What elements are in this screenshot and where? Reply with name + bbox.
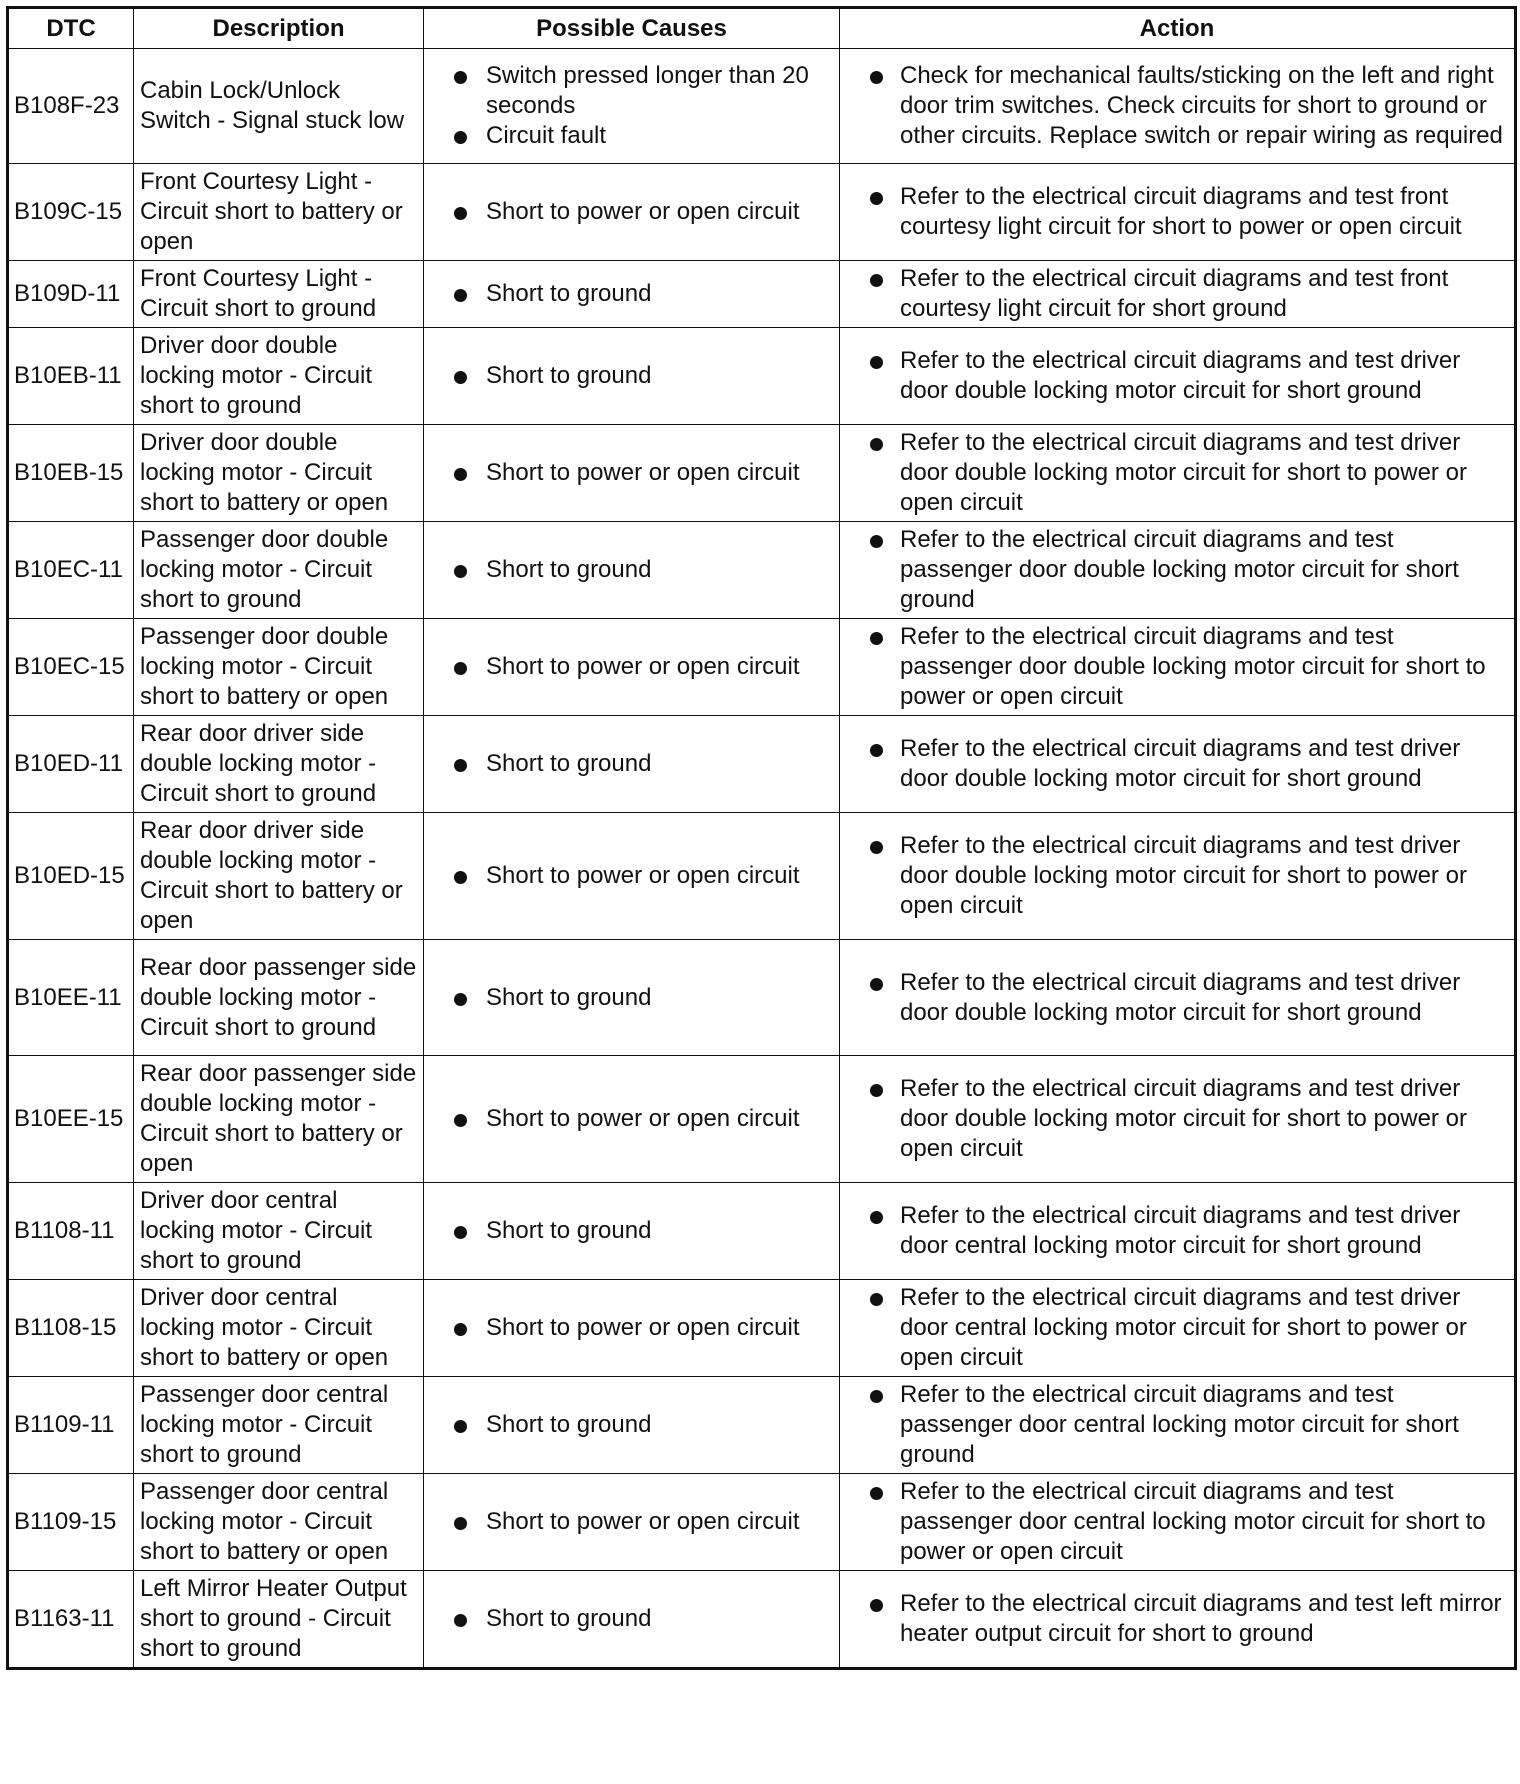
cause-list xyxy=(430,1410,833,1440)
action-item xyxy=(846,831,1508,921)
action-text: Refer to the electrical circuit diagrams and test driver door double locking motor circuit for short to power or open circuit xyxy=(900,832,1467,919)
bullet-icon xyxy=(454,468,467,481)
dtc-code: B1163-11 xyxy=(8,1571,134,1669)
action-item xyxy=(846,428,1508,518)
dtc-code: B10EB-15 xyxy=(8,425,134,522)
table-row xyxy=(8,425,1516,522)
cause-item xyxy=(430,197,833,227)
dtc-table xyxy=(6,6,1517,1670)
dtc-code: B109D-11 xyxy=(8,261,134,328)
cause-text: Short to ground xyxy=(486,1605,652,1632)
action-cell xyxy=(840,813,1516,940)
cause-cell xyxy=(424,1571,840,1669)
action-list xyxy=(846,1201,1508,1261)
cause-list xyxy=(430,555,833,585)
cause-text: Short to ground xyxy=(486,362,652,389)
table-row xyxy=(8,716,1516,813)
table-row xyxy=(8,1571,1516,1669)
dtc-code: B10EE-15 xyxy=(8,1056,134,1183)
table-row xyxy=(8,619,1516,716)
action-text: Refer to the electrical circuit diagrams and test front courtesy light circuit for short to power or open circuit xyxy=(900,183,1462,240)
action-list xyxy=(846,968,1508,1028)
table-row xyxy=(8,1183,1516,1280)
action-cell xyxy=(840,1183,1516,1280)
bullet-icon xyxy=(870,1211,883,1224)
cause-list xyxy=(430,61,833,151)
bullet-icon xyxy=(870,1487,883,1500)
dtc-description: Passenger door double locking motor - Circuit short to ground xyxy=(134,522,424,619)
cause-cell xyxy=(424,1280,840,1377)
header-dtc: DTC xyxy=(8,8,134,49)
action-list xyxy=(846,1589,1508,1649)
dtc-code: B10EB-11 xyxy=(8,328,134,425)
dtc-description: Driver door central locking motor - Circuit short to ground xyxy=(134,1183,424,1280)
bullet-icon xyxy=(870,978,883,991)
bullet-icon xyxy=(870,1293,883,1306)
table-row xyxy=(8,940,1516,1056)
dtc-code: B1108-11 xyxy=(8,1183,134,1280)
cause-item xyxy=(430,61,833,121)
cause-text: Short to ground xyxy=(486,280,652,307)
action-text: Refer to the electrical circuit diagrams and test driver door double locking motor circuit for short to power or open circuit xyxy=(900,1075,1467,1162)
cause-item xyxy=(430,1507,833,1537)
cause-item xyxy=(430,279,833,309)
cause-item xyxy=(430,1313,833,1343)
cause-list xyxy=(430,361,833,391)
table-row xyxy=(8,1474,1516,1571)
header-row xyxy=(8,8,1516,49)
cause-list xyxy=(430,861,833,891)
bullet-icon xyxy=(870,744,883,757)
bullet-icon xyxy=(454,1420,467,1433)
action-list xyxy=(846,831,1508,921)
cause-cell xyxy=(424,164,840,261)
action-cell xyxy=(840,1377,1516,1474)
bullet-icon xyxy=(454,289,467,302)
dtc-code: B10EC-15 xyxy=(8,619,134,716)
cause-list xyxy=(430,458,833,488)
action-item xyxy=(846,622,1508,712)
action-text: Refer to the electrical circuit diagrams and test left mirror heater output circuit for short to ground xyxy=(900,1590,1502,1647)
cause-text: Short to power or open circuit xyxy=(486,198,800,225)
dtc-description: Driver door central locking motor - Circuit short to battery or open xyxy=(134,1280,424,1377)
cause-item xyxy=(430,983,833,1013)
action-list xyxy=(846,1074,1508,1164)
bullet-icon xyxy=(454,759,467,772)
cause-cell xyxy=(424,328,840,425)
bullet-icon xyxy=(454,131,467,144)
action-item xyxy=(846,1477,1508,1567)
table-body xyxy=(8,49,1516,1669)
dtc-description: Rear door driver side double locking motor - Circuit short to battery or open xyxy=(134,813,424,940)
bullet-icon xyxy=(454,993,467,1006)
dtc-code: B108F-23 xyxy=(8,49,134,164)
bullet-icon xyxy=(454,1323,467,1336)
cause-cell xyxy=(424,49,840,164)
cause-item xyxy=(430,458,833,488)
cause-item xyxy=(430,1216,833,1246)
action-item xyxy=(846,1380,1508,1470)
cause-text: Short to power or open circuit xyxy=(486,1314,800,1341)
bullet-icon xyxy=(454,1614,467,1627)
bullet-icon xyxy=(454,1517,467,1530)
dtc-description: Passenger door double locking motor - Circuit short to battery or open xyxy=(134,619,424,716)
cause-cell xyxy=(424,425,840,522)
cause-item xyxy=(430,1410,833,1440)
bullet-icon xyxy=(454,871,467,884)
action-text: Refer to the electrical circuit diagrams and test passenger door central locking motor circuit for short to power or open circuit xyxy=(900,1478,1486,1565)
action-cell xyxy=(840,425,1516,522)
bullet-icon xyxy=(870,71,883,84)
dtc-description: Driver door double locking motor - Circuit short to battery or open xyxy=(134,425,424,522)
action-item xyxy=(846,264,1508,324)
action-list xyxy=(846,1477,1508,1567)
header-possible-causes: Possible Causes xyxy=(424,8,840,49)
bullet-icon xyxy=(870,274,883,287)
cause-cell xyxy=(424,1183,840,1280)
bullet-icon xyxy=(454,1226,467,1239)
action-text: Refer to the electrical circuit diagrams and test passenger door central locking motor circuit for short ground xyxy=(900,1381,1459,1468)
cause-list xyxy=(430,749,833,779)
cause-item xyxy=(430,1604,833,1634)
cause-list xyxy=(430,1216,833,1246)
cause-cell xyxy=(424,1377,840,1474)
cause-item xyxy=(430,361,833,391)
action-text: Refer to the electrical circuit diagrams and test driver door double locking motor circuit for short to power or open circuit xyxy=(900,429,1467,516)
cause-text: Switch pressed longer than 20 seconds xyxy=(486,62,809,119)
dtc-description: Driver door double locking motor - Circuit short to ground xyxy=(134,328,424,425)
cause-cell xyxy=(424,940,840,1056)
dtc-description: Front Courtesy Light - Circuit short to ground xyxy=(134,261,424,328)
dtc-description: Cabin Lock/Unlock Switch - Signal stuck low xyxy=(134,49,424,164)
bullet-icon xyxy=(454,662,467,675)
table-row xyxy=(8,261,1516,328)
action-item xyxy=(846,1283,1508,1373)
cause-text: Short to ground xyxy=(486,556,652,583)
cause-text: Short to ground xyxy=(486,1411,652,1438)
cause-list xyxy=(430,1104,833,1134)
table-row xyxy=(8,1056,1516,1183)
cause-text: Short to power or open circuit xyxy=(486,653,800,680)
action-cell xyxy=(840,261,1516,328)
cause-item xyxy=(430,861,833,891)
cause-cell xyxy=(424,619,840,716)
action-item xyxy=(846,182,1508,242)
cause-list xyxy=(430,983,833,1013)
bullet-icon xyxy=(870,356,883,369)
action-cell xyxy=(840,940,1516,1056)
table-row xyxy=(8,164,1516,261)
bullet-icon xyxy=(870,632,883,645)
action-cell xyxy=(840,1280,1516,1377)
bullet-icon xyxy=(454,71,467,84)
header-description: Description xyxy=(134,8,424,49)
action-list xyxy=(846,1283,1508,1373)
dtc-description: Rear door passenger side double locking motor - Circuit short to ground xyxy=(134,940,424,1056)
action-text: Refer to the electrical circuit diagrams and test front courtesy light circuit for short ground xyxy=(900,265,1449,322)
bullet-icon xyxy=(454,207,467,220)
cause-cell xyxy=(424,1474,840,1571)
table-row xyxy=(8,328,1516,425)
cause-item xyxy=(430,555,833,585)
action-item xyxy=(846,968,1508,1028)
cause-text: Short to ground xyxy=(486,750,652,777)
action-cell xyxy=(840,522,1516,619)
cause-text: Short to power or open circuit xyxy=(486,459,800,486)
bullet-icon xyxy=(454,565,467,578)
action-list xyxy=(846,622,1508,712)
bullet-icon xyxy=(870,841,883,854)
action-cell xyxy=(840,49,1516,164)
action-list xyxy=(846,428,1508,518)
action-cell xyxy=(840,1056,1516,1183)
cause-cell xyxy=(424,522,840,619)
cause-list xyxy=(430,652,833,682)
cause-text: Short to power or open circuit xyxy=(486,1508,800,1535)
dtc-code: B10EC-11 xyxy=(8,522,134,619)
bullet-icon xyxy=(454,371,467,384)
table-row xyxy=(8,813,1516,940)
cause-list xyxy=(430,1507,833,1537)
action-cell xyxy=(840,619,1516,716)
action-text: Refer to the electrical circuit diagrams and test driver door central locking motor circuit for short to power or open circuit xyxy=(900,1284,1467,1371)
action-text: Refer to the electrical circuit diagrams and test driver door double locking motor circuit for short ground xyxy=(900,347,1461,404)
table-row xyxy=(8,522,1516,619)
bullet-icon xyxy=(870,1390,883,1403)
dtc-description: Left Mirror Heater Output short to ground - Circuit short to ground xyxy=(134,1571,424,1669)
cause-list xyxy=(430,197,833,227)
dtc-code: B1109-11 xyxy=(8,1377,134,1474)
action-list xyxy=(846,734,1508,794)
dtc-description: Front Courtesy Light - Circuit short to battery or open xyxy=(134,164,424,261)
action-item xyxy=(846,1589,1508,1649)
dtc-code: B10ED-15 xyxy=(8,813,134,940)
action-item xyxy=(846,346,1508,406)
action-list xyxy=(846,525,1508,615)
cause-item xyxy=(430,652,833,682)
cause-item xyxy=(430,121,833,151)
cause-cell xyxy=(424,261,840,328)
action-cell xyxy=(840,328,1516,425)
dtc-code: B1109-15 xyxy=(8,1474,134,1571)
action-text: Refer to the electrical circuit diagrams and test passenger door double locking motor circuit for short ground xyxy=(900,526,1459,613)
action-cell xyxy=(840,164,1516,261)
action-list xyxy=(846,1380,1508,1470)
cause-item xyxy=(430,1104,833,1134)
dtc-table-sheet xyxy=(6,6,1514,1670)
action-text: Refer to the electrical circuit diagrams and test driver door double locking motor circuit for short ground xyxy=(900,735,1461,792)
cause-item xyxy=(430,749,833,779)
bullet-icon xyxy=(454,1114,467,1127)
cause-text: Short to power or open circuit xyxy=(486,862,800,889)
action-item xyxy=(846,61,1508,151)
action-text: Check for mechanical faults/sticking on the left and right door trim switches. Check circuits for short to ground or other circuits. Replace switch or repair wiring as required xyxy=(900,62,1503,149)
bullet-icon xyxy=(870,438,883,451)
dtc-code: B109C-15 xyxy=(8,164,134,261)
cause-cell xyxy=(424,716,840,813)
cause-list xyxy=(430,1604,833,1634)
action-item xyxy=(846,734,1508,794)
action-text: Refer to the electrical circuit diagrams and test driver door central locking motor circuit for short ground xyxy=(900,1202,1461,1259)
action-text: Refer to the electrical circuit diagrams and test driver door double locking motor circuit for short ground xyxy=(900,968,1461,1026)
header-action: Action xyxy=(840,8,1516,49)
cause-cell xyxy=(424,1056,840,1183)
action-list xyxy=(846,264,1508,324)
dtc-description: Rear door passenger side double locking motor - Circuit short to battery or open xyxy=(134,1056,424,1183)
dtc-description: Passenger door central locking motor - Circuit short to ground xyxy=(134,1377,424,1474)
action-item xyxy=(846,1074,1508,1164)
cause-text: Short to ground xyxy=(486,983,652,1011)
bullet-icon xyxy=(870,535,883,548)
bullet-icon xyxy=(870,192,883,205)
action-list xyxy=(846,346,1508,406)
table-row xyxy=(8,1377,1516,1474)
action-cell xyxy=(840,716,1516,813)
dtc-description: Rear door driver side double locking motor - Circuit short to ground xyxy=(134,716,424,813)
action-cell xyxy=(840,1571,1516,1669)
action-list xyxy=(846,61,1508,151)
bullet-icon xyxy=(870,1084,883,1097)
table-row xyxy=(8,49,1516,164)
action-item xyxy=(846,1201,1508,1261)
dtc-description: Passenger door central locking motor - Circuit short to battery or open xyxy=(134,1474,424,1571)
action-cell xyxy=(840,1474,1516,1571)
dtc-code: B10ED-11 xyxy=(8,716,134,813)
cause-list xyxy=(430,1313,833,1343)
cause-cell xyxy=(424,813,840,940)
cause-text: Circuit fault xyxy=(486,122,607,149)
action-list xyxy=(846,182,1508,242)
action-text: Refer to the electrical circuit diagrams and test passenger door double locking motor circuit for short to power or open circuit xyxy=(900,623,1486,710)
dtc-code: B10EE-11 xyxy=(8,940,134,1056)
table-row xyxy=(8,1280,1516,1377)
dtc-code: B1108-15 xyxy=(8,1280,134,1377)
cause-list xyxy=(430,279,833,309)
cause-text: Short to power or open circuit xyxy=(486,1105,800,1132)
cause-text: Short to ground xyxy=(486,1217,652,1244)
action-item xyxy=(846,525,1508,615)
bullet-icon xyxy=(870,1599,883,1612)
